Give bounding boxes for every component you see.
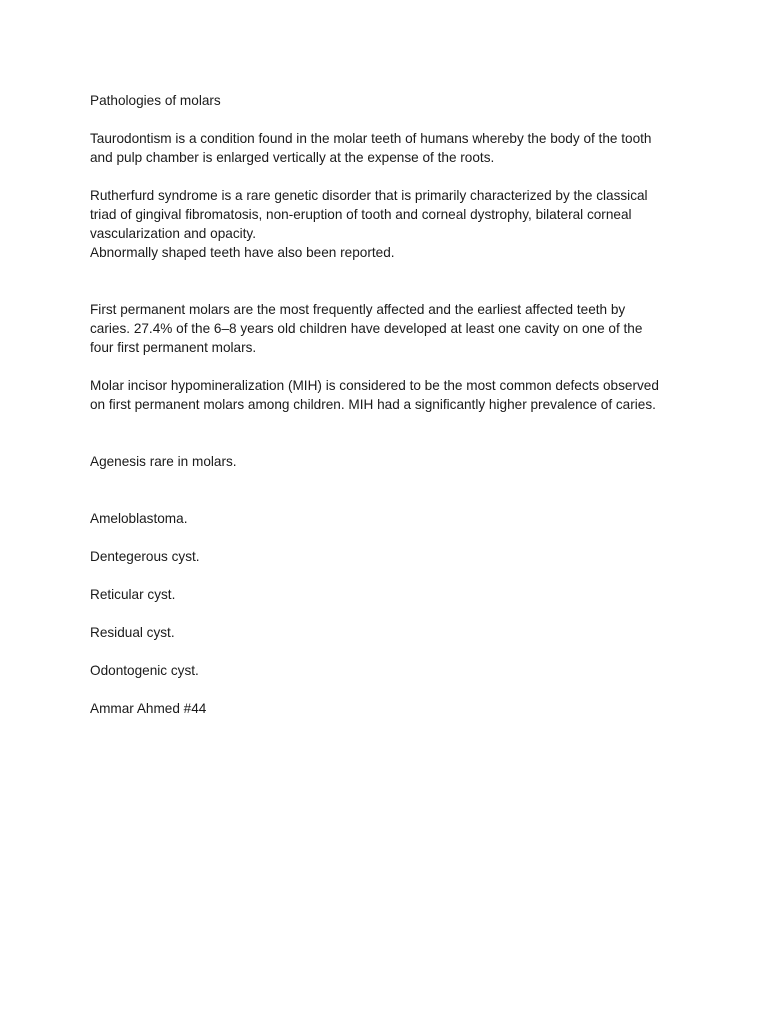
author-signature: Ammar Ahmed #44 — [90, 701, 207, 716]
spacer — [90, 642, 680, 661]
paragraph-rutherfurd: Rutherfurd syndrome is a rare genetic disorder that is primarily characterized by the classical triad of gingival fibromatosis, non-eruption of tooth and corneal dystrophy, bilateral corneal vascularization and opacity. Abnormally shaped teeth have also been reported. — [90, 188, 648, 260]
spacer — [90, 680, 680, 699]
spacer — [90, 528, 680, 547]
condition-item: Dentegerous cyst. — [90, 549, 200, 564]
paragraph-taurodontism: Taurodontism is a condition found in the molar teeth of humans whereby the body of the tooth and pulp chamber is enlarged vertically at the expense of the roots. — [90, 131, 652, 165]
spacer — [90, 357, 680, 376]
spacer — [90, 604, 680, 623]
spacer — [90, 566, 680, 585]
spacer — [90, 414, 680, 452]
condition-item: Odontogenic cyst. — [90, 663, 199, 678]
document-title: Pathologies of molars — [90, 93, 221, 108]
spacer — [90, 471, 680, 509]
condition-item: Residual cyst. — [90, 625, 175, 640]
spacer — [90, 262, 680, 300]
spacer — [90, 167, 680, 186]
condition-item: Reticular cyst. — [90, 587, 176, 602]
paragraph-agenesis: Agenesis rare in molars. — [90, 454, 237, 469]
paragraph-mih: Molar incisor hypomineralization (MIH) is considered to be the most common defects observed on first permanent molars among children. MIH had a significantly higher prevalence of caries. — [90, 378, 659, 412]
condition-item: Ameloblastoma. — [90, 511, 188, 526]
paragraph-first-permanent-molars: First permanent molars are the most frequently affected and the earliest affected teeth by caries. 27.4% of the 6–8 years old children have developed at least one cavity on one of the four first permanent molars. — [90, 302, 643, 355]
spacer — [90, 110, 680, 129]
document-body — [90, 91, 680, 718]
